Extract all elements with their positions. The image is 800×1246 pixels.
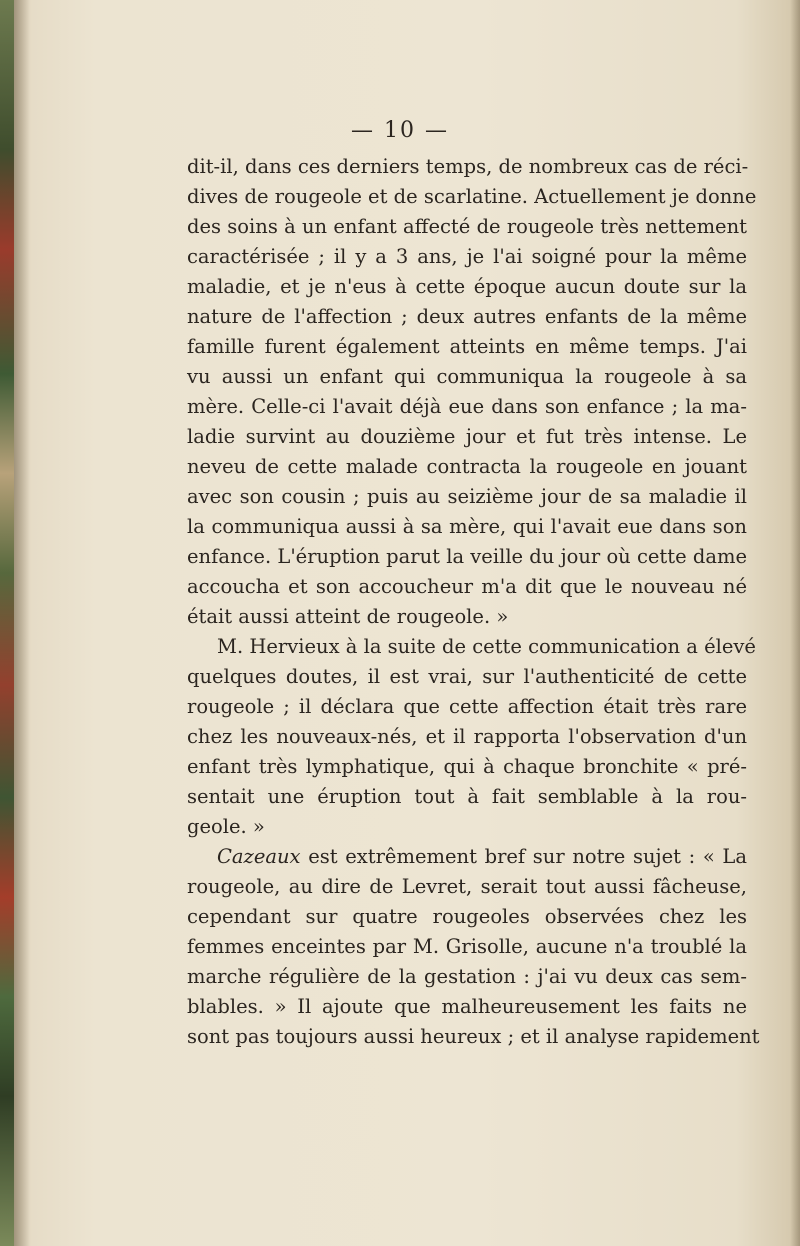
text-line: enfance. L'éruption parut la veille du jour où cette dame [187,545,747,568]
text-line: M. Hervieux à la suite de cette communication a élevé [217,635,756,658]
text-line: enfant très lymphatique, qui à chaque bronchite « pré- [187,755,747,778]
text-line: accoucha et son accoucheur m'a dit que le nouveau né [187,575,747,598]
text-line: des soins à un enfant affecté de rougeole très nettement [187,215,747,238]
text-line: famille furent également atteints en même temps. J'ai [187,335,747,358]
body-text [187,152,760,1052]
text-line: marche régulière de la gestation : j'ai vu deux cas sem- [187,965,747,988]
gutter-shadow [14,0,30,1246]
text-line: nature de l'affection ; deux autres enfants de la même [187,305,747,328]
text-line: sont pas toujours aussi heureux ; et il analyse rapidement [187,1025,760,1048]
text-line: caractérisée ; il y a 3 ans, je l'ai soigné pour la même [187,245,747,268]
page-number: — 10 — [351,118,449,143]
text-line: quelques doutes, il est vrai, sur l'authenticité de cette [187,665,747,688]
text-line: maladie, et je n'eus à cette époque aucun doute sur la [187,275,747,298]
text-line: rougeole, au dire de Levret, serait tout aussi fâcheuse, [187,875,747,898]
cited-author: Cazeaux [217,845,301,868]
text-line: cependant sur quatre rougeoles observées chez les [187,905,747,928]
text-line: rougeole ; il déclara que cette affection était très rare [187,695,747,718]
text-line-rest: est extrêmement bref sur notre sujet : « La [308,845,747,868]
text-line: neveu de cette malade contracta la rougeole en jouant [187,455,747,478]
text-line: dives de rougeole et de scarlatine. Actuellement je donne [187,185,757,208]
text-line-with-author [187,842,747,872]
page-right-edge [790,0,800,1246]
text-line: femmes enceintes par M. Grisolle, aucune n'a troublé la [187,935,747,958]
text-line: blables. » Il ajoute que malheureusement les faits ne [187,995,747,1018]
text-line: geole. » [187,815,265,838]
text-line: dit-il, dans ces derniers temps, de nombreux cas de réci- [187,155,749,178]
text-line: ladie survint au douzième jour et fut très intense. Le [187,425,747,448]
text-line: chez les nouveaux-nés, et il rapporta l'observation d'un [187,725,747,748]
text-line: sentait une éruption tout à fait semblable à la rou- [187,785,747,808]
text-line: mère. Celle-ci l'avait déjà eue dans son enfance ; la ma- [187,395,747,418]
text-line: la communiqua aussi à sa mère, qui l'avait eue dans son [187,515,747,538]
text-line: avec son cousin ; puis au seizième jour de sa maladie il [187,485,747,508]
text-line: était aussi atteint de rougeole. » [187,605,509,628]
text-line: vu aussi un enfant qui communiqua la rougeole à sa [187,365,747,388]
book-binding-edge [0,0,14,1246]
